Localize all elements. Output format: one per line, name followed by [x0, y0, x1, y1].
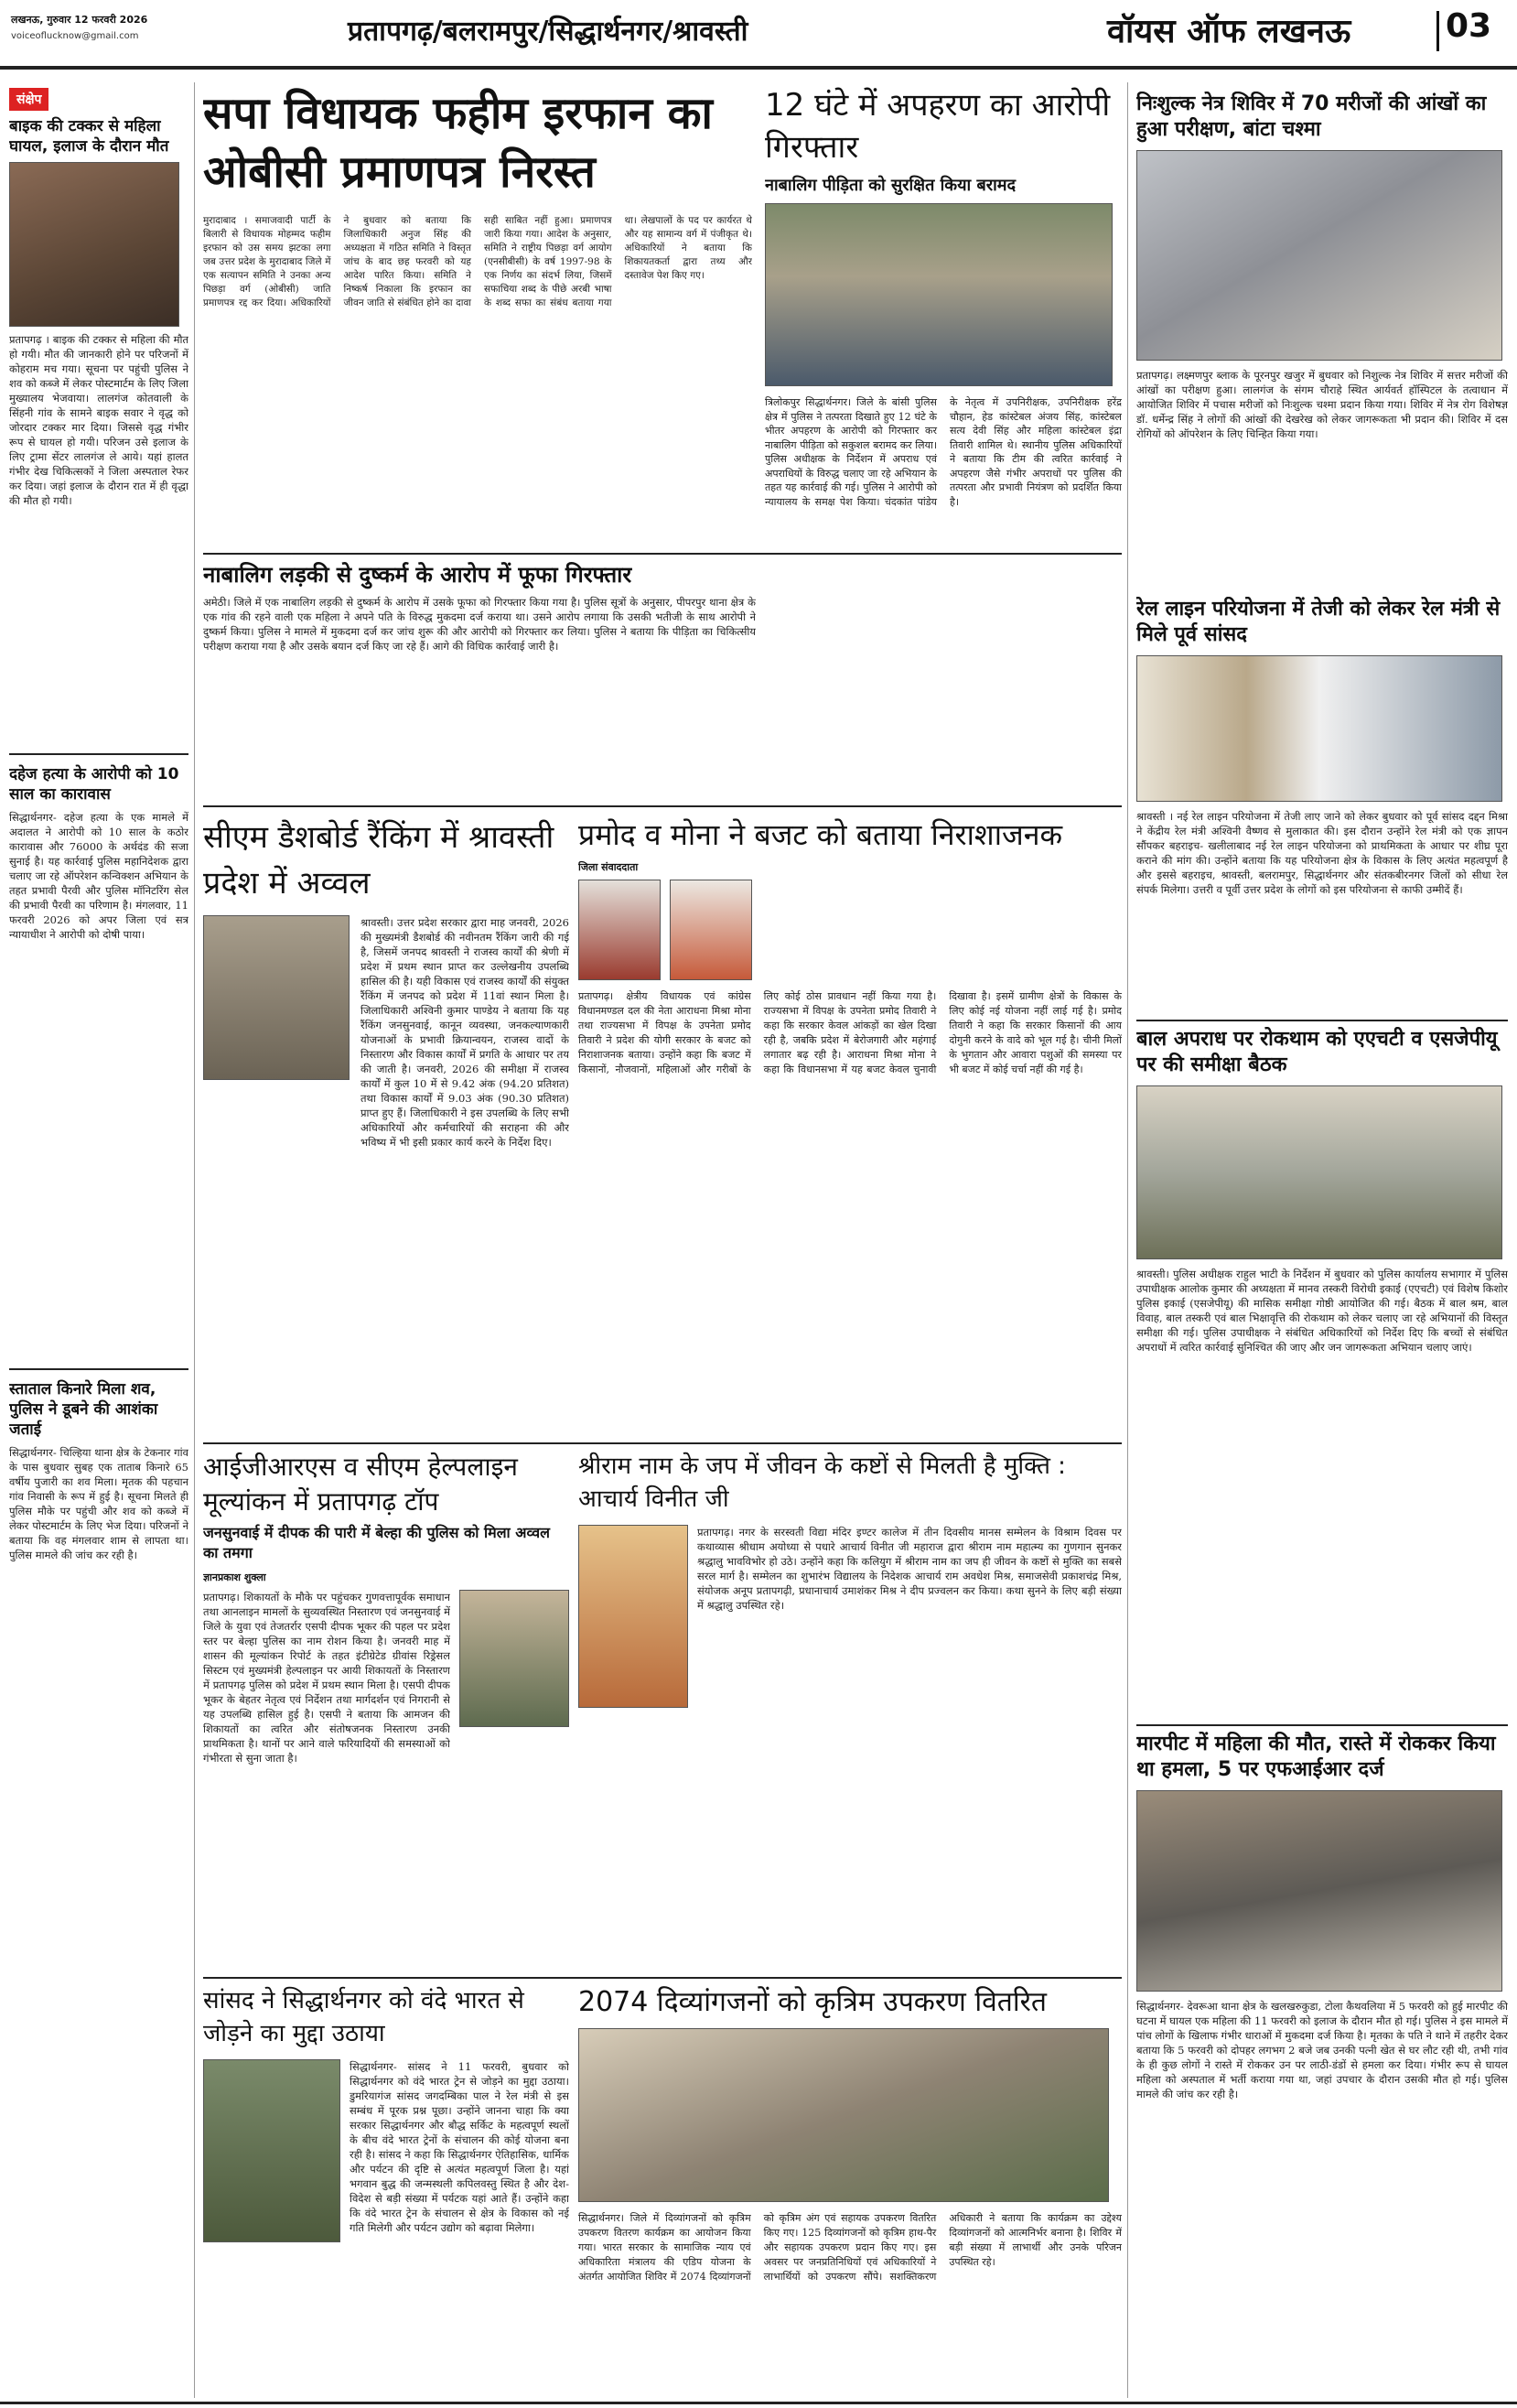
mp-body: सिद्धार्थनगर- सांसद ने 11 फरवरी, बुधवार को सिद्धार्थनगर को वंदे भारत ट्रेन से जोड़ने का मुद्दा उठाया। डुमरियागंज सांसद जगदम्बिका पाल ने रेल मंत्री से इस सम्बंध में पूरक प्रश्न पूछा। उन्होंने जानना चाहा कि क्या सरकार सिद्धार्थनगर और बौद्ध सर्किट के महत्वपूर्ण स्थलों के बीच वंदे भारत ट्रेनों के संचालन की कोई योजना बना रही है। सांसद ने कहा कि सिद्धार्थनगर ऐतिहासिक, धार्मिक और पर्यटन की दृष्टि से अत्यंत महत्वपूर्ण जिला है। यहां भगवान बुद्ध की जन्मस्थली कपिलवस्तु स्थित है और देश-विदेश से बड़ी संख्या में पर्यटक यहां आते हैं। उन्होंने कहा कि वंदे भारत ट्रेन के संचालन से क्षेत्र के विकास को नई गति मिलेगी और पर्यटन उद्योग को बढ़ावा मिलेगा। — [350, 2060, 569, 2234]
brief-label: संक्षेप — [9, 88, 48, 111]
pocso-story — [203, 560, 756, 807]
budget-body: प्रतापगढ़। क्षेत्रीय विधायक एवं कांग्रेस विधानमण्डल दल की नेता आराधना मिश्रा मोना तथा राज्यसभा में विपक्ष के उपनेता प्रमोद तिवारी ने प्रदेश की योगी सरकार के बजट को निराशाजनक बताया। उन्होंने कहा कि बजट में किसानों, नौजवानों, महिलाओं और गरीबों के लिए कोई ठोस प्रावधान नहीं किया गया है। राज्यसभा में विपक्ष के उपनेता प्रमोद तिवारी ने कहा कि सरकार केवल आंकड़ों का खेल दिखा रही है, जबकि प्रदेश में बेरोजगारी और महंगाई लगातार बढ़ रही है। आराधना मिश्रा मोना ने कहा कि विधानसभा में यह बजट केवल चुनावी दिखावा है। इसमें ग्रामीण क्षेत्रों के विकास के लिए कोई नई योजना नहीं लाई गई है। प्रमोद तिवारी ने कहा कि सरकार किसानों की आय दोगुनी करने के वादे को भूल गई है। चीनी मिलों के भुगतान और आवारा पशुओं की समस्या पर भी बजट में कोई चर्चा नहीं की गई है। — [578, 990, 1122, 1075]
cm-dashboard-headline: सीएम डैशबोर्ड रैंकिंग में श्रावस्ती प्रदेश में अव्वल — [203, 819, 554, 902]
brief-column — [9, 88, 188, 2394]
divyang-body: सिद्धार्थनगर। जिले में दिव्यांगजनों को कृत्रिम उपकरण वितरण कार्यक्रम का आयोजन किया गया। भारत सरकार के सामाजिक न्याय एवं अधिकारिता मंत्रालय की एडिप योजना के अंतर्गत आयोजित शिविर में 2074 दिव्यांगजनों को कृत्रिम अंग एवं सहायक उपकरण वितरित किए गए। 125 दिव्यांगजनों को कृत्रिम हाथ-पैर और सहायक उपकरण प्रदान किए गए। इस अवसर पर जनप्रतिनिधियों एवं अधिकारियों ने लाभार्थियों को उपकरण सौंपे। सशक्तिकरण अधिकारी ने बताया कि कार्यक्रम का उद्देश्य दिव्यांगजनों को आत्मनिर्भर बनाना है। शिविर में बड़ी संख्या में लाभार्थी और उनके परिजन उपस्थित रहे। — [578, 2212, 1122, 2283]
brief-divider — [194, 82, 195, 2398]
brief-story1-body: प्रतापगढ़ । बाइक की टक्कर से महिला की मौत हो गयी। मौत की जानकारी होने पर परिजनों में कोहराम मच गया। सूचना पर पहुंची पुलिस ने शव को कब्जे में लेकर पोस्टमार्टम के लिए जिला मुख्यालय भेजवाया। लालगंज कोतवाली के सिंहनी गांव के सामने बाइक सवार ने वृद्ध को जोरदार टक्कर मार दिया। जिससे वृद्ध गंभीर रूप से घायल हो गयी। परिजन उसे इलाज के लिए ट्रामा सेंटर लालगंज ले आये। यहां हालत गंभीर देख चिकित्सकों ने जिला अस्पताल रेफर कर दिया। जहां इलाज के दौरान रात में ही वृद्धा की मौत हो गयी। — [9, 333, 188, 507]
rail-story — [1136, 597, 1508, 1018]
cm-dashboard-story — [203, 815, 569, 1437]
right-divider — [1127, 82, 1128, 2398]
brief-story1-title: बाइक की टक्कर से महिला घायल, इलाज के दौरान मौत — [9, 117, 169, 156]
masthead-divider — [1436, 11, 1439, 51]
child-crime-headline: बाल अपराध पर रोकथाम को एएचटी व एसजेपीयू पर की समीक्षा बैठक — [1136, 1028, 1498, 1076]
shriram-photo — [578, 1525, 688, 1708]
beating-body: सिद्धार्थनगर- देवरूआ थाना क्षेत्र के खलखरुकुडा, टोला कैथवलिया में 5 फरवरी को हुई मारपीट की घटना में घायल एक महिला की 11 फरवरी को इलाज के दौरान मौत हो गई। पुलिस ने इस मामले में पांच लोगों के खिलाफ गंभीर धाराओं में मुकदमा दर्ज किया है। मृतका के पति ने थाने में तहरीर देकर बताया कि 5 फरवरी को दोपहर लगभग 2 बजे जब उनकी पत्नी खेत से घर लौट रही थी, तभी गांव के ही कुछ लोगों ने रास्ते में रोककर उन पर लाठी-डंडों से हमला कर दिया। गंभीर रूप से घायल महिला को अस्पताल में भर्ती कराया गया था, जहां उपचार के दौरान उसकी मौत हो गई। पुलिस मामले की जांच कर रही है। — [1136, 2000, 1508, 2100]
kidnap-body: त्रिलोकपुर सिद्धार्थनगर। जिले के बांसी पुलिस क्षेत्र में पुलिस ने तत्परता दिखाते हुए 12 घंटे के भीतर अपहरण के आरोपी को गिरफ्तार कर नाबालिग पीड़िता को सकुशल बरामद कर लिया। पुलिस अधीक्षक के निर्देशन में अपराध एवं अपराधियों के विरुद्ध चलाए जा रहे अभियान के तहत यह कार्रवाई की गई। पुलिस ने आरोपी को न्यायालय के समक्ष पेश किया। चंदकांत पांडेय के नेतृत्व में उपनिरीक्षक, उपनिरीक्षक हरेंद्र चौहान, हेड कांस्टेबल अंजय सिंह, कांस्टेबल सत्य देवी सिंह और महिला कांस्टेबल इंद्रा तिवारी शामिल थे। स्थानीय पुलिस अधिकारियों ने बताया कि टीम की त्वरित कार्रवाई ने अपहरण जैसे गंभीर अपराधों पर पुलिस की तत्परता और प्रभावी नियंत्रण को प्रदर्शित किया है। — [765, 396, 1122, 508]
eye-camp-story — [1136, 92, 1508, 586]
brief-story3-body: सिद्धार्थनगर- चिल्हिया थाना क्षेत्र के टेकनार गांव के पास बुधवार सुबह एक ताताब किनारे 65 वर्षीय पुजारी का शव मिला। मृतक की पहचान गांव निवासी के रूप में हुई है। सूचना मिलते ही पुलिस मौके पर पहुंची और शव को कब्जे में लेकर पोस्टमार्टम के लिए भेज दिया। परिजनों ने बताया कि वह मंगलवार शाम से लापता था। पुलिस मामले की जांच कर रही है। — [9, 1446, 188, 1561]
pocso-headline: नाबालिग लड़की से दुष्कर्म के आरोप में फूफा गिरफ्तार — [203, 562, 632, 588]
lead-headline: सपा विधायक फहीम इरफान का ओबीसी प्रमाणपत्र निरस्त — [203, 88, 713, 198]
lead-body: मुरादाबाद । समाजवादी पार्टी के बिलारी से विधायक मोहम्मद फहीम इरफान को उस समय झटका लगा जब उत्तर प्रदेश के मुरादाबाद जिले में एक सत्यापन समिति ने उनका अन्य पिछड़ा वर्ग (ओबीसी) जाति प्रमाणपत्र रद्द कर दिया। अधिकारियों ने बुधवार को बताया कि जिलाधिकारी अनुज सिंह की अध्यक्षता में गठित समिति ने विस्तृत जांच के बाद छह फरवरी को यह आदेश पारित किया। समिति ने निष्कर्ष निकाला कि इरफान का जीवन जाति से संबंधित होने का दावा सही साबित नहीं हुआ। प्रमाणपत्र जारी किया गया। आदेश के अनुसार, समिति ने राष्ट्रीय पिछड़ा वर्ग आयोग (एनसीबीसी) के वर्ष 1997-98 के एक निर्णय का संदर्भ लिया, जिसमें सफाचिया शब्द के पीछे अरबी भाषा के शब्द सफा का संबंध बताया गया था। लेखपालों के पद पर कार्यरत थे और यह सामान्य वर्ग में पंजीकृत थे। अधिकारियों ने बताया कि शिकायतकर्ता द्वारा तथ्य और दस्तावेज पेश किए गए। — [203, 215, 752, 308]
beating-story — [1136, 1732, 1508, 2400]
kidnap-story — [765, 84, 1122, 862]
masthead-date: लखनऊ, गुरुवार 12 फरवरी 2026 — [11, 14, 148, 26]
igrs-byline: ज्ञानप्रकाश शुक्ला — [203, 1571, 266, 1583]
masthead-brand: वॉयस ऑफ लखनऊ — [1107, 12, 1351, 50]
right-rule-1 — [1136, 1020, 1508, 1021]
middle-rule-4 — [203, 1977, 1122, 1979]
shriram-headline: श्रीराम नाम के जप में जीवन के कष्टों से मिलती है मुक्ति : आचार्य विनीत जी — [578, 1452, 1066, 1513]
budget-photo-1 — [578, 880, 661, 980]
budget-story — [578, 815, 1122, 1437]
child-crime-story — [1136, 1027, 1508, 1722]
mp-story — [203, 1984, 569, 2396]
cm-dashboard-body: श्रावस्ती। उत्तर प्रदेश सरकार द्वारा माह जनवरी, 2026 की मुख्यमंत्री डैशबोर्ड की नवीनतम रैंकिंग जारी की गई है, जिसमें जनपद श्रावस्ती ने राजस्व कार्यों की श्रेणी में प्रदेश में प्रथम स्थान प्राप्त कर उल्लेखनीय उपलब्धि हासिल की है। यही विकास एवं राजस्व कार्यों की संयुक्त रैंकिंग में जनपद को प्रदेश में 11वां स्थान मिला है। जिलाधिकारी अश्विनी कुमार पाण्डेय ने बताया कि यह रैंकिंग जनसुनवाई, कानून व्यवस्था, जनकल्याणकारी योजनाओं के प्रभावी क्रियान्वयन, राजस्व वादों के निस्तारण और विकास कार्यों में प्रगति के आधार पर तय की जाती है। जनवरी, 2026 की समीक्षा में राजस्व कार्यों में कुल 10 में से 9.42 अंक (94.20 प्रतिशत) तथा विकास कार्यों में 9.03 अंक (90.30 प्रतिशत) प्राप्त हुए हैं। जिलाधिकारी ने इस उपलब्धि के लिए सभी अधिकारियों और कर्मचारियों की सराहना की और भविष्य में भी इसी प्रकार कार्य करने के निर्देश दिए। — [360, 916, 569, 1149]
masthead-email: voiceoflucknow@gmail.com — [11, 31, 139, 41]
kidnap-headline: 12 घंटे में अपहरण का आरोपी गिरफ्तार — [765, 87, 1111, 166]
shriram-body: प्रतापगढ़। नगर के सरस्वती विद्या मंदिर इण्टर कालेज में तीन दिवसीय मानस सम्मेलन के विश्राम दिवस पर कथाव्यास श्रीधाम अयोध्या से पधारे आचार्य विनीत जी महाराज द्वारा श्रीराम नाम महात्म्य का गुणगान सुनकर श्रद्धालु भावविभोर हो उठे। उन्होंने कहा कि कलियुग में श्रीराम नाम का जप ही जीवन के कष्टों से मुक्ति का सबसे सरल मार्ग है। सम्मेलन का शुभारंभ विद्यालय के निदेशक आचार्य राम अवधेश मिश्र, समाजसेवी प्रकाशचंद्र मिश्र, संयोजक अनूप प्रतापगढ़ी, प्रधानाचार्य उमाशंकर मिश्र ने दीप प्रज्वलन कर किया। कथा सुनने के लिए बड़ी संख्या में श्रद्धालु उपस्थित रहे। — [697, 1526, 1122, 1612]
divyang-story — [578, 1984, 1122, 2396]
child-crime-photo — [1136, 1085, 1502, 1259]
kidnap-photo — [765, 203, 1113, 386]
igrs-body: प्रतापगढ़। शिकायतों के मौके पर पहुंचकर गुणवत्तापूर्वक समाधान तथा आनलाइन मामलों के सुव्यवस्थित निस्तारण एवं जनसुनवाई में जिले के युवा एवं तेजतर्रार एसपी दीपक भूकर की पहल पर प्रदेश स्तर पर बेल्हा पुलिस का नाम रोशन किया है। जनवरी माह में शासन की मूल्यांकन रिपोर्ट के तहत इंटीग्रेटेड ग्रीवांस रिड्रेसल सिस्टम एवं मुख्यमंत्री हेल्पलाइन पर आयी शिकायतों के निस्तारण में प्रतापगढ़ पुलिस को प्रदेश में प्रथम स्थान मिला है। एसपी दीपक भूकर के बेहतर नेतृत्व एवं निर्देशन तथा मार्गदर्शन एवं निगरानी से यह उपलब्धि हासिल हुई है। एसपी ने बताया कि आमजन की शिकायतों का त्वरित और संतोषजनक निस्तारण उनकी प्राथमिकता है। थानों पर आने वाले फरियादियों की समस्याओं को गंभीरता से सुना जाता है। — [203, 1591, 450, 1765]
right-rule-2 — [1136, 1724, 1508, 1726]
eye-camp-headline: निःशुल्क नेत्र शिविर में 70 मरीजों की आंखों का हुआ परीक्षण, बांटा चश्मा — [1136, 92, 1487, 141]
rail-photo — [1136, 655, 1502, 802]
eye-camp-body: प्रतापगढ़। लक्ष्मणपुर ब्लाक के पूरनपुर खजुर में बुधवार को निशुल्क नेत्र शिविर में सत्तर मरीजों की आंखों का परीक्षण हुआ। लालगंज के संगम चौराहे स्थित आर्यवर्त हॉस्पिटल के तत्वाधान में आयोजित शिविर में पचास मरीजों को निःशुल्क चश्मा प्रदान किया गया। शिविर में नेत्र रोग विशेषज्ञ डॉ. धर्मेन्द्र सिंह ने लोगों की आंखों की देखरेख को लेकर जागरूकता भी प्रदान की। शिविर में दस रोगियों को ऑपरेशन के लिए चिन्हित किया गया। — [1136, 369, 1508, 440]
page-number: 03 — [1446, 7, 1492, 45]
mp-headline: सांसद ने सिद्धार्थनगर को वंदे भारत से जोड़ने का मुद्दा उठाया — [203, 1987, 524, 2047]
child-crime-body: श्रावस्ती। पुलिस अधीक्षक राहुल भाटी के निर्देशन में बुधवार को पुलिस कार्यालय सभागार में पुलिस उपाधीक्षक आलोक कुमार की अध्यक्षता में मानव तस्करी विरोधी इकाई (एएचटी) एवं विशेष किशोर पुलिस इकाई (एसजेपीयू) की मासिक समीक्षा गोष्ठी आयोजित की गई। बैठक में बाल श्रम, बाल विवाह, बाल तस्करी एवं बाल भिक्षावृत्ति की रोकथाम को लेकर चलाए जा रहे अभियानों की विस्तृत समीक्षा की गई। पुलिस उपाधीक्षक ने संबंधित अधिकारियों को निर्देश दिए कि बच्चों से संबंधित अपराधों में त्वरित कार्रवाई सुनिश्चित की जाए और जन जागरूकता अभियान चलाए जाएं। — [1136, 1268, 1508, 1354]
eye-camp-photo — [1136, 150, 1502, 361]
lead-story — [203, 84, 752, 551]
middle-rule-2 — [203, 805, 1122, 807]
beating-headline: मारपीट में महिला की मौत, रास्ते में रोककर किया था हमला, 5 पर एफआईआर दर्ज — [1136, 1733, 1496, 1781]
kidnap-subhead: नाबालिग पीड़िता को सुरक्षित किया बरामद — [765, 176, 1017, 195]
pocso-body: अमेठी। जिले में एक नाबालिग लड़की से दुष्कर्म के आरोप में उसके फूफा को गिरफ्तार किया गया है। पुलिस सूत्रों के अनुसार, पीपरपुर थाना क्षेत्र के एक गांव की रहने वाली एक महिला ने अपने पति के विरुद्ध मुकदमा दर्ज कराया था। उसने आरोप लगाया कि उसकी भतीजी के साथ आरोपी ने दुष्कर्म किया। पुलिस ने मामले में मुकदमा दर्ज कर जांच शुरू की और आरोपी को गिरफ्तार कर लिया। पुलिस ने बताया कि पीड़िता का चिकित्सीय परीक्षण कराया गया है और उसके बयान दर्ज किए जा रहे हैं। आगे की विधिक कार्रवाई जारी है। — [203, 596, 756, 653]
brief-story2-title: दहेज हत्या के आरोपी को 10 साल का कारावास — [9, 765, 179, 804]
beating-photo — [1136, 1790, 1502, 1992]
middle-rule-3 — [203, 1442, 1122, 1444]
divyang-headline: 2074 दिव्यांगजनों को कृत्रिम उपकरण वितरित — [578, 1986, 1048, 2018]
budget-headline: प्रमोद व मोना ने बजट को बताया निराशाजनक — [578, 817, 1063, 852]
masthead-region: प्रतापगढ़/बलरामपुर/सिद्धार्थनगर/श्रावस्ती — [348, 16, 748, 48]
rail-body: श्रावस्ती । नई रेल लाइन परियोजना में तेजी लाए जाने को लेकर बुधवार को पूर्व सांसद दद्दन मिश्रा ने केंद्रीय रेल मंत्री अश्विनी वैष्णव से मुलाकात की। इस दौरान उन्होंने रेल मंत्री को एक ज्ञापन सौंपकर बहराइच- खलीलाबाद नई रेल लाइन परियोजना को प्राथमिकता के आधार पर शीघ्र पूरा कराने की मांग की। उन्होंने बताया कि यह परियोजना क्षेत्र के विकास के लिए अत्यंत महत्वपूर्ण है और इससे बहराइच, श्रावस्ती, बलरामपुर, सिद्धार्थनगर और संतकबीरनगर जिलों को सीधा रेल संपर्क मिलेगा। उत्तरी व पूर्वी उत्तर प्रदेश के लोगों को इस परियोजना से काफी उम्मीदें हैं। — [1136, 810, 1508, 896]
brief-story3-title: स्ताताल किनारे मिला शव, पुलिस ने डूबने की आशंका जताई — [9, 1380, 158, 1439]
shriram-story — [578, 1450, 1122, 1971]
masthead-rule — [0, 66, 1517, 70]
brief-story2-body: सिद्धार्थनगर- दहेज हत्या के एक मामले में अदालत ने आरोपी को 10 साल के कठोर कारावास और 76000 के अर्थदंड की सजा सुनाई है। यह कार्रवाई पुलिस महानिदेशक द्वारा चलाए जा रहे ऑपरेशन कन्विक्शन अभियान के तहत प्रभावी पैरवी और पुलिस मॉनिटरिंग सेल की प्रभावी पैरवी का परिणाम है। मंगलवार, 11 फरवरी 2026 को अपर जिला एवं सत्र न्यायाधीश ने आरोपी को दोषी पाया। — [9, 811, 188, 941]
rail-headline: रेल लाइन परियोजना में तेजी को लेकर रेल मंत्री से मिले पूर्व सांसद — [1136, 598, 1501, 646]
brief-story1-photo — [9, 162, 179, 327]
divyang-photo — [578, 2028, 1109, 2202]
masthead — [0, 0, 1517, 66]
budget-byline: जिला संवाददाता — [578, 861, 639, 873]
cm-dashboard-photo — [203, 915, 350, 1080]
igrs-headline: आईजीआरएस व सीएम हेल्पलाइन मूल्यांकन में प्रतापगढ़ टॉप — [203, 1452, 518, 1517]
igrs-subhead: जनसुनवाई में दीपक की पारी में बेल्हा की पुलिस को मिला अव्वल का तमगा — [203, 1524, 550, 1561]
mp-photo — [203, 2059, 340, 2242]
budget-photo-2 — [670, 880, 752, 980]
igrs-story — [203, 1450, 569, 1971]
igrs-photo — [459, 1590, 569, 1727]
middle-rule-1 — [203, 553, 1122, 555]
footer-rule — [0, 2402, 1517, 2404]
